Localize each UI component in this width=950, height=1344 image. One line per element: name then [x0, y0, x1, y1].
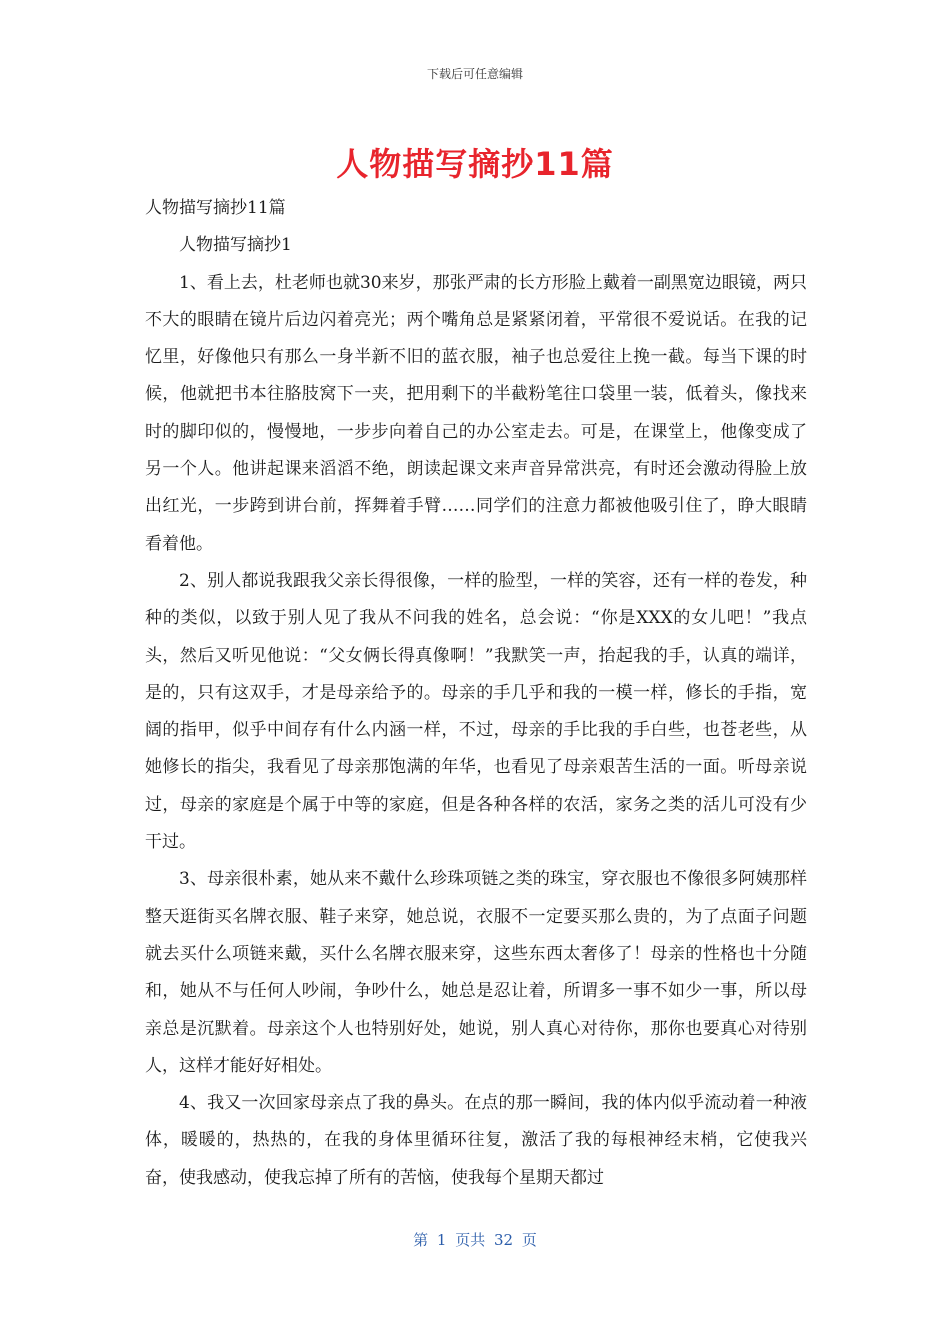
- paragraph-2: 2、别人都说我跟我父亲长得很像，一样的脸型，一样的笑容，还有一样的卷发，种种的类似，以致于别人见了我从不问我的姓名，总会说：“你是XXX的女儿吧！”我点头，然后又听见他说：“父女俩长得真像啊！”我默笑一声，抬起我的手，认真的端详，是的，只有这双手，才是母亲给予的。母亲的手几乎和我的一模一样，修长的手指，宽阔的指甲，似乎中间存有什么内涵一样，不过，母亲的手比我的手白些，也苍老些，从她修长的指尖，我看见了母亲那饱满的年华，也看见了母亲艰苦生活的一面。听母亲说过，母亲的家庭是个属于中等的家庭，但是各种各样的农活，家务之类的活儿可没有少干过。: [145, 570, 807, 853]
- document-body: [145, 190, 807, 1197]
- paragraph-3: 3、母亲很朴素，她从来不戴什么珍珠项链之类的珠宝，穿衣服也不像很多阿姨那样整天逛街买名牌衣服、鞋子来穿，她总说，衣服不一定要买那么贵的，为了点面子问题就去买什么项链来戴，买什么名牌衣服来穿，这些东西太奢侈了！母亲的性格也十分随和，她从不与任何人吵闹，争吵什么，她总是忍让着，所谓多一事不如少一事，所以母亲总是沉默着。母亲这个人也特别好处，她说，别人真心对待你，那你也要真心对待别人，这样才能好好相处。: [145, 869, 807, 1076]
- footer-total-label: 页共: [455, 1231, 486, 1249]
- page-header-note: 下载后可任意编辑: [426, 67, 523, 81]
- footer-page-label: 第: [413, 1231, 429, 1249]
- section-heading: 人物描写摘抄1: [179, 235, 292, 256]
- paragraph-4: 4、我又一次回家母亲点了我的鼻头。在点的那一瞬间，我的体内似乎流动着一种液体，暖暖的，热热的，在我的身体里循环往复，激活了我的每根神经末梢，它使我兴奋，使我感动，使我忘掉了所有的苦恼，使我每个星期天都过: [145, 1093, 807, 1188]
- footer-page-suffix: 页: [521, 1231, 537, 1249]
- footer-total-pages: 32: [494, 1231, 514, 1249]
- document-title: 人物描写摘抄11篇: [336, 145, 614, 183]
- page-footer: [0, 1230, 950, 1250]
- document-subtitle: 人物描写摘抄11篇: [145, 198, 286, 218]
- footer-current-page: 1: [436, 1231, 447, 1249]
- paragraph-1: 1、看上去，杜老师也就30来岁，那张严肃的长方形脸上戴着一副黑宽边眼镜，两只不大的眼睛在镜片后边闪着亮光；两个嘴角总是紧紧闭着，平常很不爱说话。在我的记忆里，好像他只有那么一身半新不旧的蓝衣服，袖子也总爱往上挽一截。每当下课的时候，他就把书本往胳肢窝下一夹，把用剩下的半截粉笔往口袋里一装，低着头，像找来时的脚印似的，慢慢地，一步步向着自己的办公室走去。可是，在课堂上，他像变成了另一个人。他讲起课来滔滔不绝，朗读起课文来声音异常洪亮，有时还会激动得脸上放出红光，一步跨到讲台前，挥舞着手臂……同学们的注意力都被他吸引住了，睁大眼睛看着他。: [145, 272, 807, 554]
